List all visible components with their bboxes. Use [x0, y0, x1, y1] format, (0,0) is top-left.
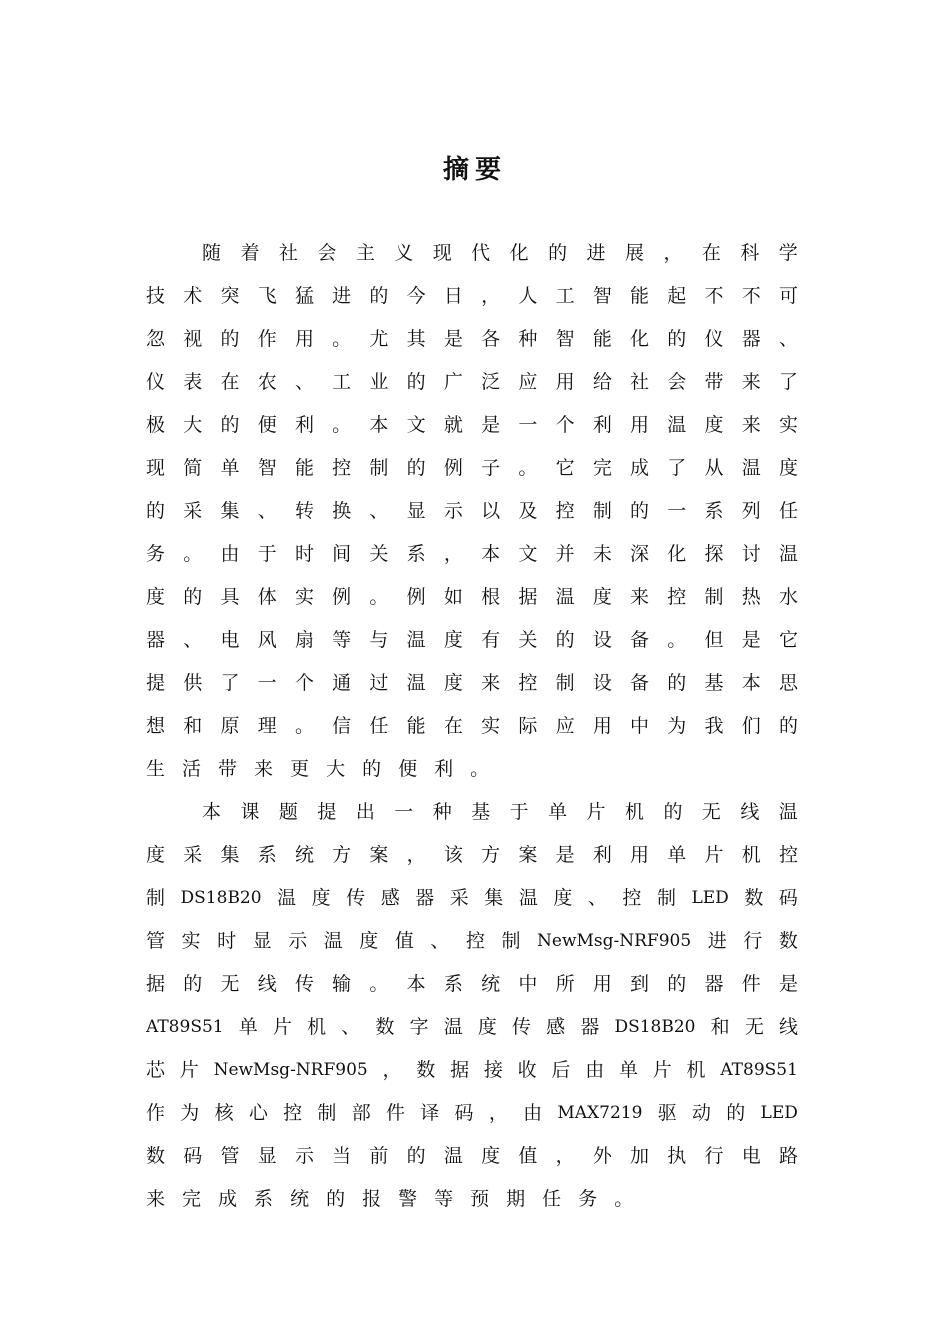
text-line: 芯 片 NewMsg-NRF905 ， 数 据 接 收 后 由 单 片 机 AT89S51: [146, 1059, 798, 1081]
text-line: 务 。 由 于 时 间 关 系 ， 本 文 并 未 深 化 探 讨 温: [146, 543, 798, 565]
text-line: 生 活 带 来 更 大 的 便 利 。: [146, 758, 490, 780]
text-line: AT89S51 单 片 机 、 数 字 温 度 传 感 器 DS18B20 和 无 线: [146, 1016, 798, 1038]
text-line: 忽 视 的 作 用 。 尤 其 是 各 种 智 能 化 的 仪 器 、: [146, 328, 798, 350]
text-line: 极 大 的 便 利 。 本 文 就 是 一 个 利 用 温 度 来 实: [146, 414, 798, 436]
text-line: 本 课 题 提 出 一 种 基 于 单 片 机 的 无 线 温: [202, 801, 798, 823]
text-line: 数 码 管 显 示 当 前 的 温 度 值 ， 外 加 执 行 电 路: [146, 1145, 798, 1167]
text-line: 度 的 具 体 实 例 。 例 如 根 据 温 度 来 控 制 热 水: [146, 586, 798, 608]
text-line: 度 采 集 系 统 方 案 ， 该 方 案 是 利 用 单 片 机 控: [146, 844, 798, 866]
text-line: 仪 表 在 农 、 工 业 的 广 泛 应 用 给 社 会 带 来 了: [146, 371, 798, 393]
text-line: 想 和 原 理 。 信 任 能 在 实 际 应 用 中 为 我 们 的: [146, 715, 798, 737]
text-line: 作 为 核 心 控 制 部 件 译 码 ， 由 MAX7219 驱 动 的 LED: [146, 1102, 798, 1124]
text-line: 提 供 了 一 个 通 过 温 度 来 控 制 设 备 的 基 本 思: [146, 672, 798, 694]
text-line: 技 术 突 飞 猛 进 的 今 日 ， 人 工 智 能 起 不 不 可: [146, 285, 798, 307]
text-line: 据 的 无 线 传 输 。 本 系 统 中 所 用 到 的 器 件 是: [146, 973, 798, 995]
text-line: 现 简 单 智 能 控 制 的 例 子 。 它 完 成 了 从 温 度: [146, 457, 798, 479]
abstract-body: [146, 232, 798, 1221]
text-line: 随 着 社 会 主 义 现 代 化 的 进 展 ， 在 科 学: [202, 242, 798, 264]
page-title: 摘要: [442, 155, 507, 185]
text-line: 的 采 集 、 转 换 、 显 示 以 及 控 制 的 一 系 列 任: [146, 500, 798, 522]
text-line: 器 、 电 风 扇 等 与 温 度 有 关 的 设 备 。 但 是 它: [146, 629, 798, 651]
text-line: 管 实 时 显 示 温 度 值 、 控 制 NewMsg-NRF905 进 行 数: [146, 930, 798, 952]
text-line: 来 完 成 系 统 的 报 警 等 预 期 任 务 。: [146, 1188, 634, 1210]
text-line: 制 DS18B20 温 度 传 感 器 采 集 温 度 、 控 制 LED 数 码: [146, 887, 798, 909]
